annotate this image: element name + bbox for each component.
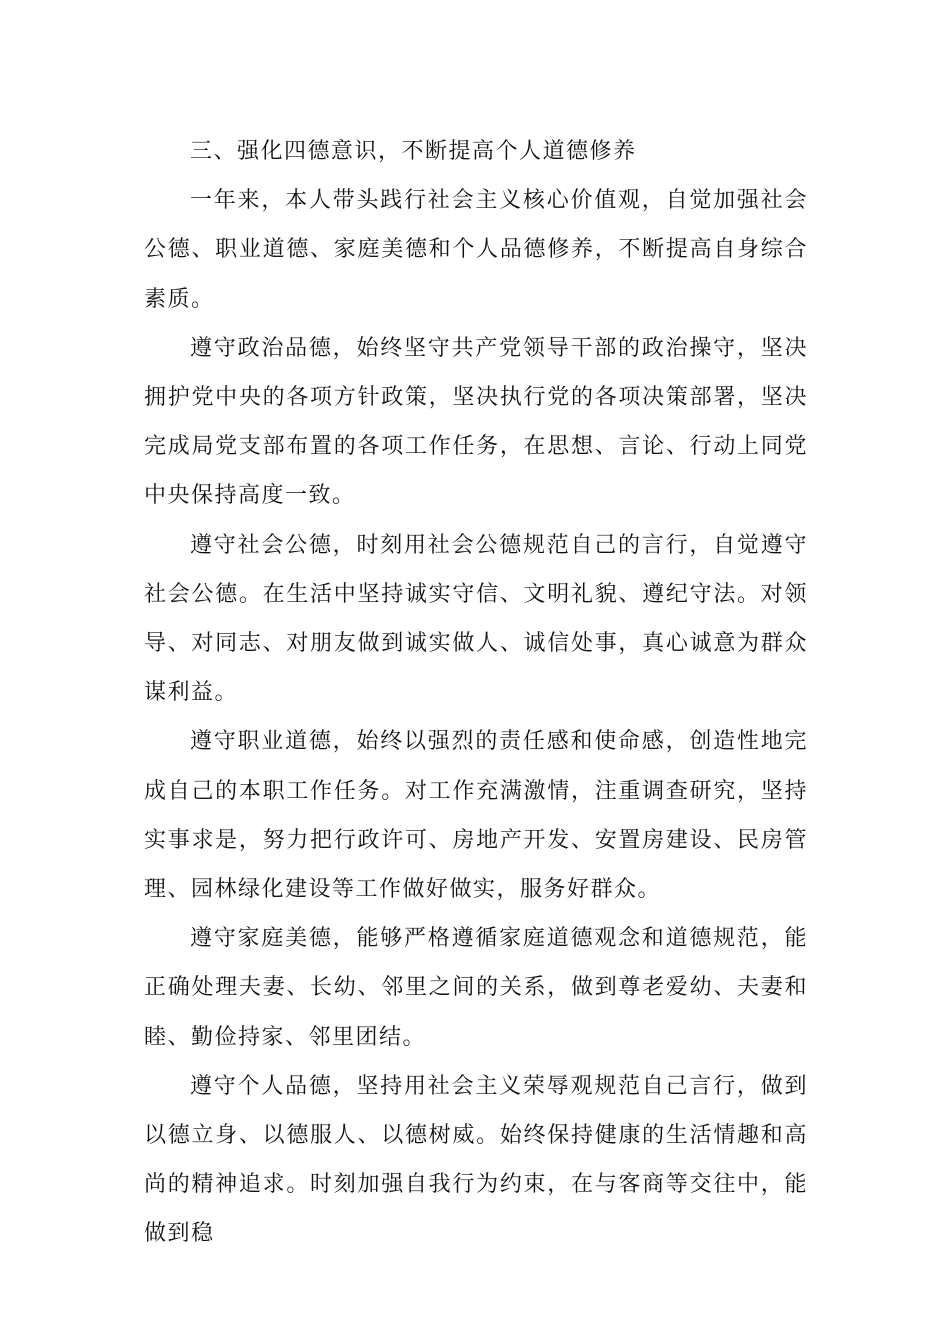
document-body (144, 127, 808, 1259)
paragraph-political-ethics: 遵守政治品德，始终坚守共产党领导干部的政治操守，坚决拥护党中央的各项方针政策，坚决执行党的各项决策部署，坚决完成局党支部布置的各项工作任务，在思想、言论、行动上同党中央保持高度一致。 (144, 335, 808, 509)
paragraph-family-virtues: 遵守家庭美德，能够严格遵循家庭道德观念和道德规范，能正确处理夫妻、长幼、邻里之间的关系，做到尊老爱幼、夫妻和睦、勤俭持家、邻里团结。 (144, 926, 808, 1050)
paragraph-intro: 一年来，本人带头践行社会主义核心价值观，自觉加强社会公德、职业道德、家庭美德和个人品德修养，不断提高自身综合素质。 (144, 188, 808, 312)
paragraph-personal-character: 遵守个人品德，坚持用社会主义荣辱观规范自己言行，做到以德立身、以德服人、以德树威。始终保持健康的生活情趣和高尚的精神追求。时刻加强自我行为约束，在与客商等交往中，能做到稳 (144, 1073, 808, 1247)
paragraph-professional-ethics: 遵守职业道德，始终以强烈的责任感和使命感，创造性地完成自己的本职工作任务。对工作充满激情，注重调查研究，坚持实事求是，努力把行政许可、房地产开发、安置房建设、民房管理、园林绿化建设等工作做好做实，服务好群众。 (144, 729, 808, 903)
paragraph-social-ethics: 遵守社会公德，时刻用社会公德规范自己的言行，自觉遵守社会公德。在生活中坚持诚实守信、文明礼貌、遵纪守法。对领导、对同志、对朋友做到诚实做人、诚信处事，真心诚意为群众谋利益。 (144, 532, 808, 706)
section-heading: 三、强化四德意识，不断提高个人道德修养 (190, 139, 637, 164)
